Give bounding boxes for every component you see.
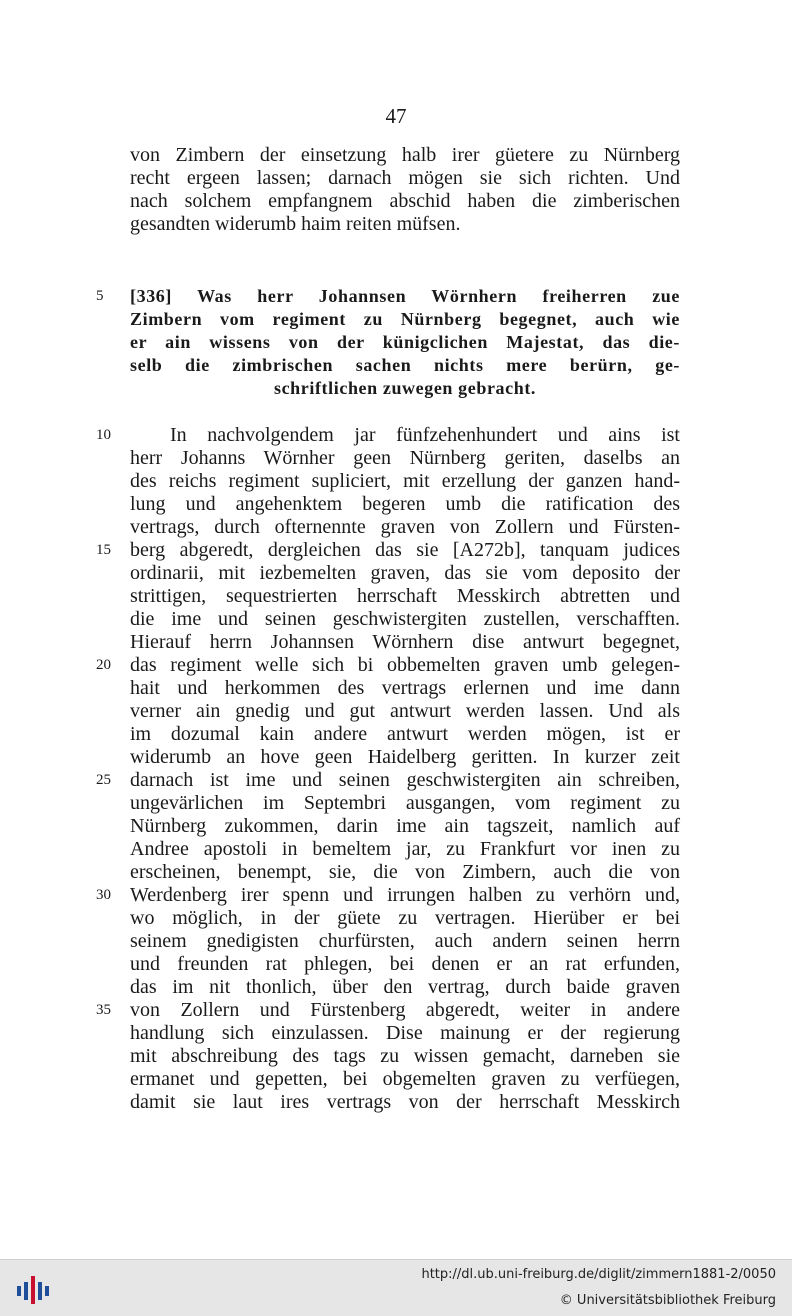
text-line: erscheinen, benempt, sie, die von Zimbern, auch die von [130, 861, 680, 883]
line-number: 15 [96, 542, 111, 558]
text-line: das regiment welle sich bi obbemelten graven umb gelegen- [130, 654, 680, 676]
text-line: die ime und seinen geschwistergiten zustellen, verschafften. [130, 608, 680, 630]
text-line: und freunden rat phlegen, bei denen er an rat erfunden, [130, 953, 680, 975]
text-line: von Zollern und Fürstenberg abgeredt, weiter in andere [130, 999, 680, 1021]
heading-line: Zimbern vom regiment zu Nürnberg begegnet, auch wie [130, 309, 680, 329]
intro-paragraph [130, 144, 680, 236]
text-line: Hierauf herrn Johannsen Wörnhern dise antwurt begegnet, [130, 631, 680, 653]
library-footer [0, 1259, 792, 1316]
text-line: damit sie laut ires vertrags von der herrschaft Messkirch [130, 1091, 680, 1113]
text-line: Andree apostoli in bemeltem jar, zu Frankfurt vor inen zu [130, 838, 680, 860]
text-line: strittigen, sequestrierten herrschaft Messkirch abtretten und [130, 585, 680, 607]
text-line: vertrags, durch ofternennte graven von Zollern und Fürsten- [130, 516, 680, 538]
text-line: wo möglich, in der güete zu vertragen. Hierüber er bei [130, 907, 680, 929]
heading-line: [336] Was herr Johannsen Wörnhern freiherren zue [130, 286, 680, 306]
text-line: herr Johanns Wörnher geen Nürnberg geriten, daselbs an [130, 447, 680, 469]
line-number: 30 [96, 887, 111, 903]
text-line: verner ain gnedig und gut antwurt werden lassen. Und als [130, 700, 680, 722]
line-number: 25 [96, 772, 111, 788]
text-line: von Zimbern der einsetzung halb irer güetere zu Nürnberg [130, 144, 680, 166]
page-number: 47 [385, 104, 407, 128]
permalink-url[interactable]: http://dl.ub.uni-freiburg.de/diglit/zimmern1881-2/0050 [421, 1267, 776, 1282]
copyright-notice: © Universitätsbibliothek Freiburg [559, 1293, 776, 1308]
university-library-logo-icon [14, 1270, 50, 1306]
text-line: recht ergeen lassen; darnach mögen sie sich richten. Und [130, 167, 680, 189]
text-line: das im nit thonlich, über den vertrag, durch baide graven [130, 976, 680, 998]
line-number: 10 [96, 427, 111, 443]
text-line: handlung sich einzulassen. Dise mainung er der regierung [130, 1022, 680, 1044]
section-heading [130, 285, 680, 400]
line-number: 35 [96, 1002, 111, 1018]
body-paragraph [130, 424, 680, 1114]
heading-line: selb die zimbrischen sachen nichts mere berürn, ge- [130, 355, 680, 375]
text-line: mit abschreibung des tags zu wissen gemacht, darneben sie [130, 1045, 680, 1067]
text-line: Nürnberg zukommen, darin ime ain tagszeit, namlich auf [130, 815, 680, 837]
text-line: gesandten widerumb haim reiten müfsen. [130, 213, 461, 235]
text-line: darnach ist ime und seinen geschwistergiten ain schreiben, [130, 769, 680, 791]
text-line: seinem gnedigisten churfürsten, auch andern seinen herrn [130, 930, 680, 952]
line-number: 5 [96, 288, 104, 304]
text-line: lung und angehenktem begeren umb die ratification des [130, 493, 680, 515]
text-line: Werdenberg irer spenn und irrungen halben zu verhörn und, [130, 884, 680, 906]
text-line: im dozumal kain andere antwurt werden mögen, ist er [130, 723, 680, 745]
text-line: des reichs regiment supliciert, mit erzellung der ganzen hand- [130, 470, 680, 492]
text-line: widerumb an hove geen Haidelberg geritten. In kurzer zeit [130, 746, 680, 768]
text-line: berg abgeredt, dergleichen das sie [A272b], tanquam judices [130, 539, 680, 561]
text-line: ungevärlichen im Septembri ausgangen, vom regiment zu [130, 792, 680, 814]
heading-line: er ain wissens von der künigclichen Majestat, das die- [130, 332, 680, 352]
line-number: 20 [96, 657, 111, 673]
text-line: In nachvolgendem jar fünfzehenhundert und ains ist [170, 424, 680, 446]
text-line: ermanet und gepetten, bei obgemelten graven zu verfüegen, [130, 1068, 680, 1090]
text-line: ordinarii, mit iezbemelten graven, das sie vom deposito der [130, 562, 680, 584]
heading-line: schriftlichen zuwegen gebracht. [273, 378, 537, 398]
text-line: nach solchem empfangnem abschid haben die zimberischen [130, 190, 680, 212]
text-line: hait und herkommen des vertrags erlernen und ime dann [130, 677, 680, 699]
